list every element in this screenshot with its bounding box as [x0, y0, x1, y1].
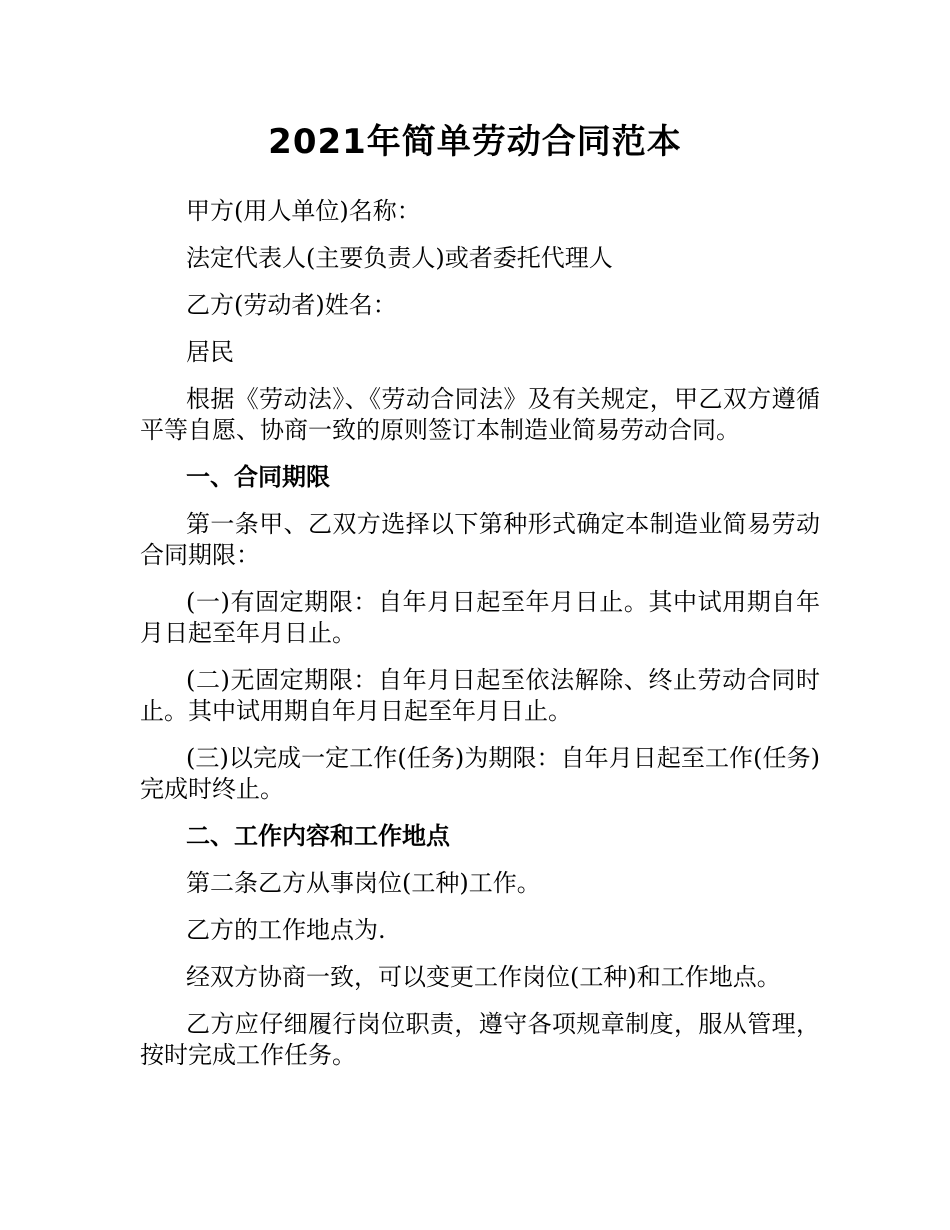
party-a-name: 甲方(用人单位)名称： — [186, 197, 421, 225]
term-option-task: (三)以完成一定工作(任务)为期限：自年月日起至工作(任务)完成时终止。 — [140, 744, 820, 803]
party-b-name: 乙方(劳动者)姓名： — [186, 291, 397, 319]
document-title: 2021年简单劳动合同范本 — [268, 122, 682, 162]
resident-line: 居民 — [186, 338, 234, 366]
section-heading-work-content: 二、工作内容和工作地点 — [186, 822, 450, 850]
duty-clause: 乙方应仔细履行岗位职责，遵守各项规章制度，服从管理，按时完成工作任务。 — [140, 1010, 820, 1069]
work-location: 乙方的工作地点为. — [186, 916, 386, 944]
legal-representative: 法定代表人(主要负责人)或者委托代理人 — [186, 244, 613, 272]
article-2: 第二条乙方从事岗位(工种)工作。 — [186, 869, 541, 897]
article-1: 第一条甲、乙双方选择以下第种形式确定本制造业简易劳动合同期限： — [140, 510, 820, 569]
term-option-fixed: (一)有固定期限：自年月日起至年月日止。其中试用期自年月日起至年月日止。 — [140, 588, 820, 647]
section-heading-contract-term: 一、合同期限 — [186, 463, 330, 491]
change-clause: 经双方协商一致，可以变更工作岗位(工种)和工作地点。 — [186, 963, 781, 991]
term-option-open: (二)无固定期限：自年月日起至依法解除、终止劳动合同时止。其中试用期自年月日起至年月日止。 — [140, 666, 820, 725]
intro-paragraph: 根据《劳动法》、《劳动合同法》及有关规定，甲乙双方遵循平等自愿、协商一致的原则签订本制造业简易劳动合同。 — [140, 385, 820, 444]
document-body — [140, 196, 820, 1087]
